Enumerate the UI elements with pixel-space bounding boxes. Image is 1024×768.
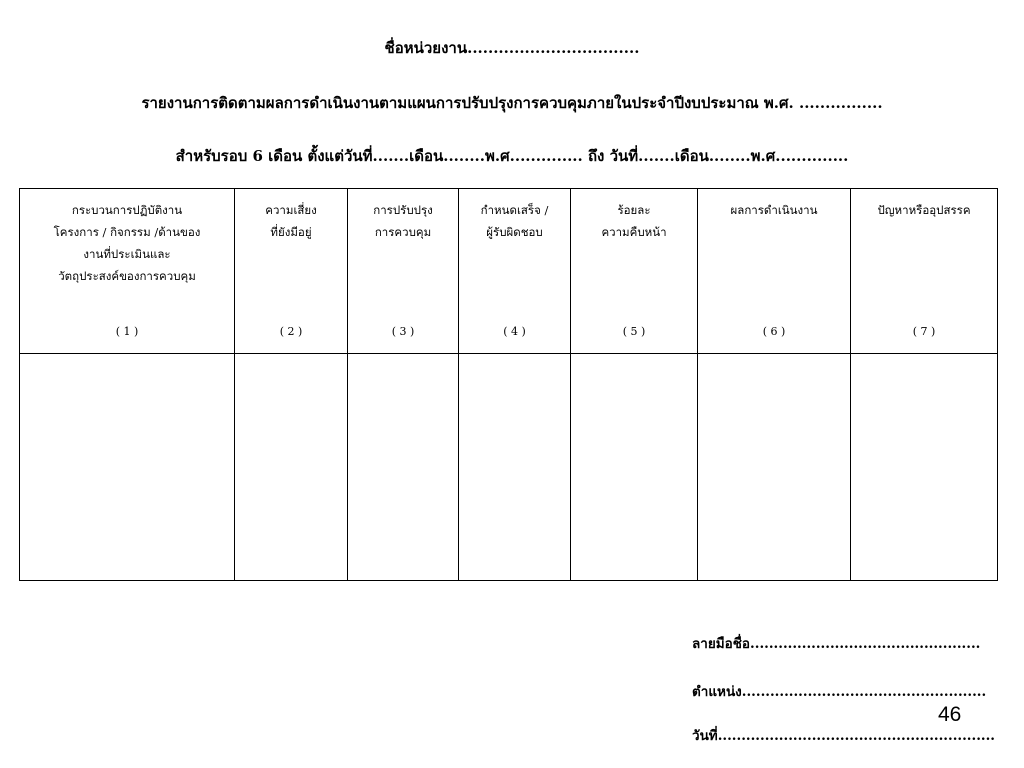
column-header-label: งานที่ประเมินและ xyxy=(83,247,171,261)
column-header-label: ที่ยังมีอยู่ xyxy=(270,225,312,239)
column-number: ( 1 ) xyxy=(115,325,139,338)
column-header-label: วัตถุประสงค์ของการควบคุม xyxy=(58,269,196,283)
column-header-control-improvement xyxy=(348,189,459,354)
table-cell xyxy=(348,354,459,581)
table-cell xyxy=(571,354,698,581)
table-cell xyxy=(235,354,348,581)
column-header-results xyxy=(698,189,851,354)
column-header-label: กระบวนการปฏิบัติงาน xyxy=(71,203,183,217)
column-header-deadline-owner xyxy=(459,189,571,354)
signature-position-line: ตำแหน่ง.................................................... xyxy=(692,684,987,700)
column-header-process xyxy=(20,189,235,354)
table-cell xyxy=(851,354,998,581)
column-header-label: การปรับปรุง xyxy=(373,203,433,217)
unit-name-heading: ชื่อหน่วยงาน................................. xyxy=(384,39,640,57)
table-row xyxy=(20,354,998,581)
column-header-label: ความเสี่ยง xyxy=(265,203,317,217)
report-title: รายงานการติดตามผลการดำเนินงานตามแผนการปรับปรุงการควบคุมภายในประจำปีงบประมาณ พ.ศ. ................ xyxy=(141,94,883,112)
column-header-label: ผู้รับผิดชอบ xyxy=(486,225,543,239)
column-header-problems xyxy=(851,189,998,354)
column-header-label: กำหนดเสร็จ / xyxy=(480,203,549,217)
column-header-remaining-risk xyxy=(235,189,348,354)
table-cell xyxy=(698,354,851,581)
table-header-row xyxy=(20,189,998,354)
column-number: ( 2 ) xyxy=(279,325,303,338)
report-period: สำหรับรอบ 6 เดือน ตั้งแต่วันที่.......เดือน........พ.ศ.............. ถึง วันที่.......เดือน........พ.ศ.............. xyxy=(175,147,849,165)
column-header-label: ความคืบหน้า xyxy=(601,225,667,239)
table-cell xyxy=(459,354,571,581)
column-header-label: โครงการ / กิจกรรม /ด้านของ xyxy=(53,225,201,239)
column-header-progress-percent xyxy=(571,189,698,354)
column-number: ( 3 ) xyxy=(391,325,415,338)
table-cell xyxy=(20,354,235,581)
column-header-label: ผลการดำเนินงาน xyxy=(730,203,818,217)
report-table xyxy=(19,188,998,581)
column-number: ( 6 ) xyxy=(762,325,786,338)
page-number: 46 xyxy=(938,703,962,726)
column-header-label: ปัญหาหรืออุปสรรค xyxy=(877,203,971,217)
column-header-label: การควบคุม xyxy=(374,225,432,239)
signature-name-line: ลายมือชื่อ................................................. xyxy=(692,636,981,652)
signature-date-line: วันที่........................................................... xyxy=(692,728,996,744)
column-number: ( 5 ) xyxy=(622,325,646,338)
column-number: ( 7 ) xyxy=(912,325,936,338)
column-number: ( 4 ) xyxy=(503,325,526,338)
column-header-label: ร้อยละ xyxy=(617,203,651,217)
